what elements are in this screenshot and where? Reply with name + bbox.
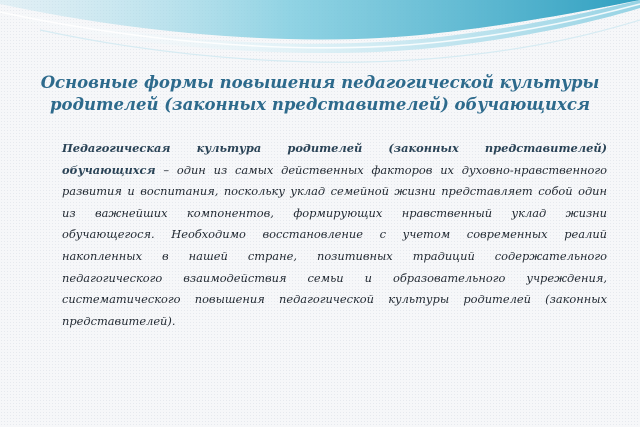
slide-body-paragraph bbox=[62, 138, 607, 332]
body-lead-text: Педагогическая культура родителей (законных представителей) обучающихся bbox=[62, 141, 607, 177]
wave-decoration bbox=[0, 0, 640, 80]
slide-title: Основные формы повышения педагогической культуры родителей (законных представителей) обучающихся bbox=[40, 73, 600, 114]
body-main-text: – один из самых действенных факторов их духовно-нравственного развития и воспитания, поскольку уклад семейной жизни представляет собой один из важнейших компонентов, формирующих нравственный уклад жизни обучающегося. Необходимо восстановление с учетом современных реалий накопленных в нашей стране, позитивных традиций содержательного педагогического взаимодействия семьи и образовательного учреждения, систематического повышения педагогической культуры родителей (законных представителей). bbox=[62, 162, 607, 328]
